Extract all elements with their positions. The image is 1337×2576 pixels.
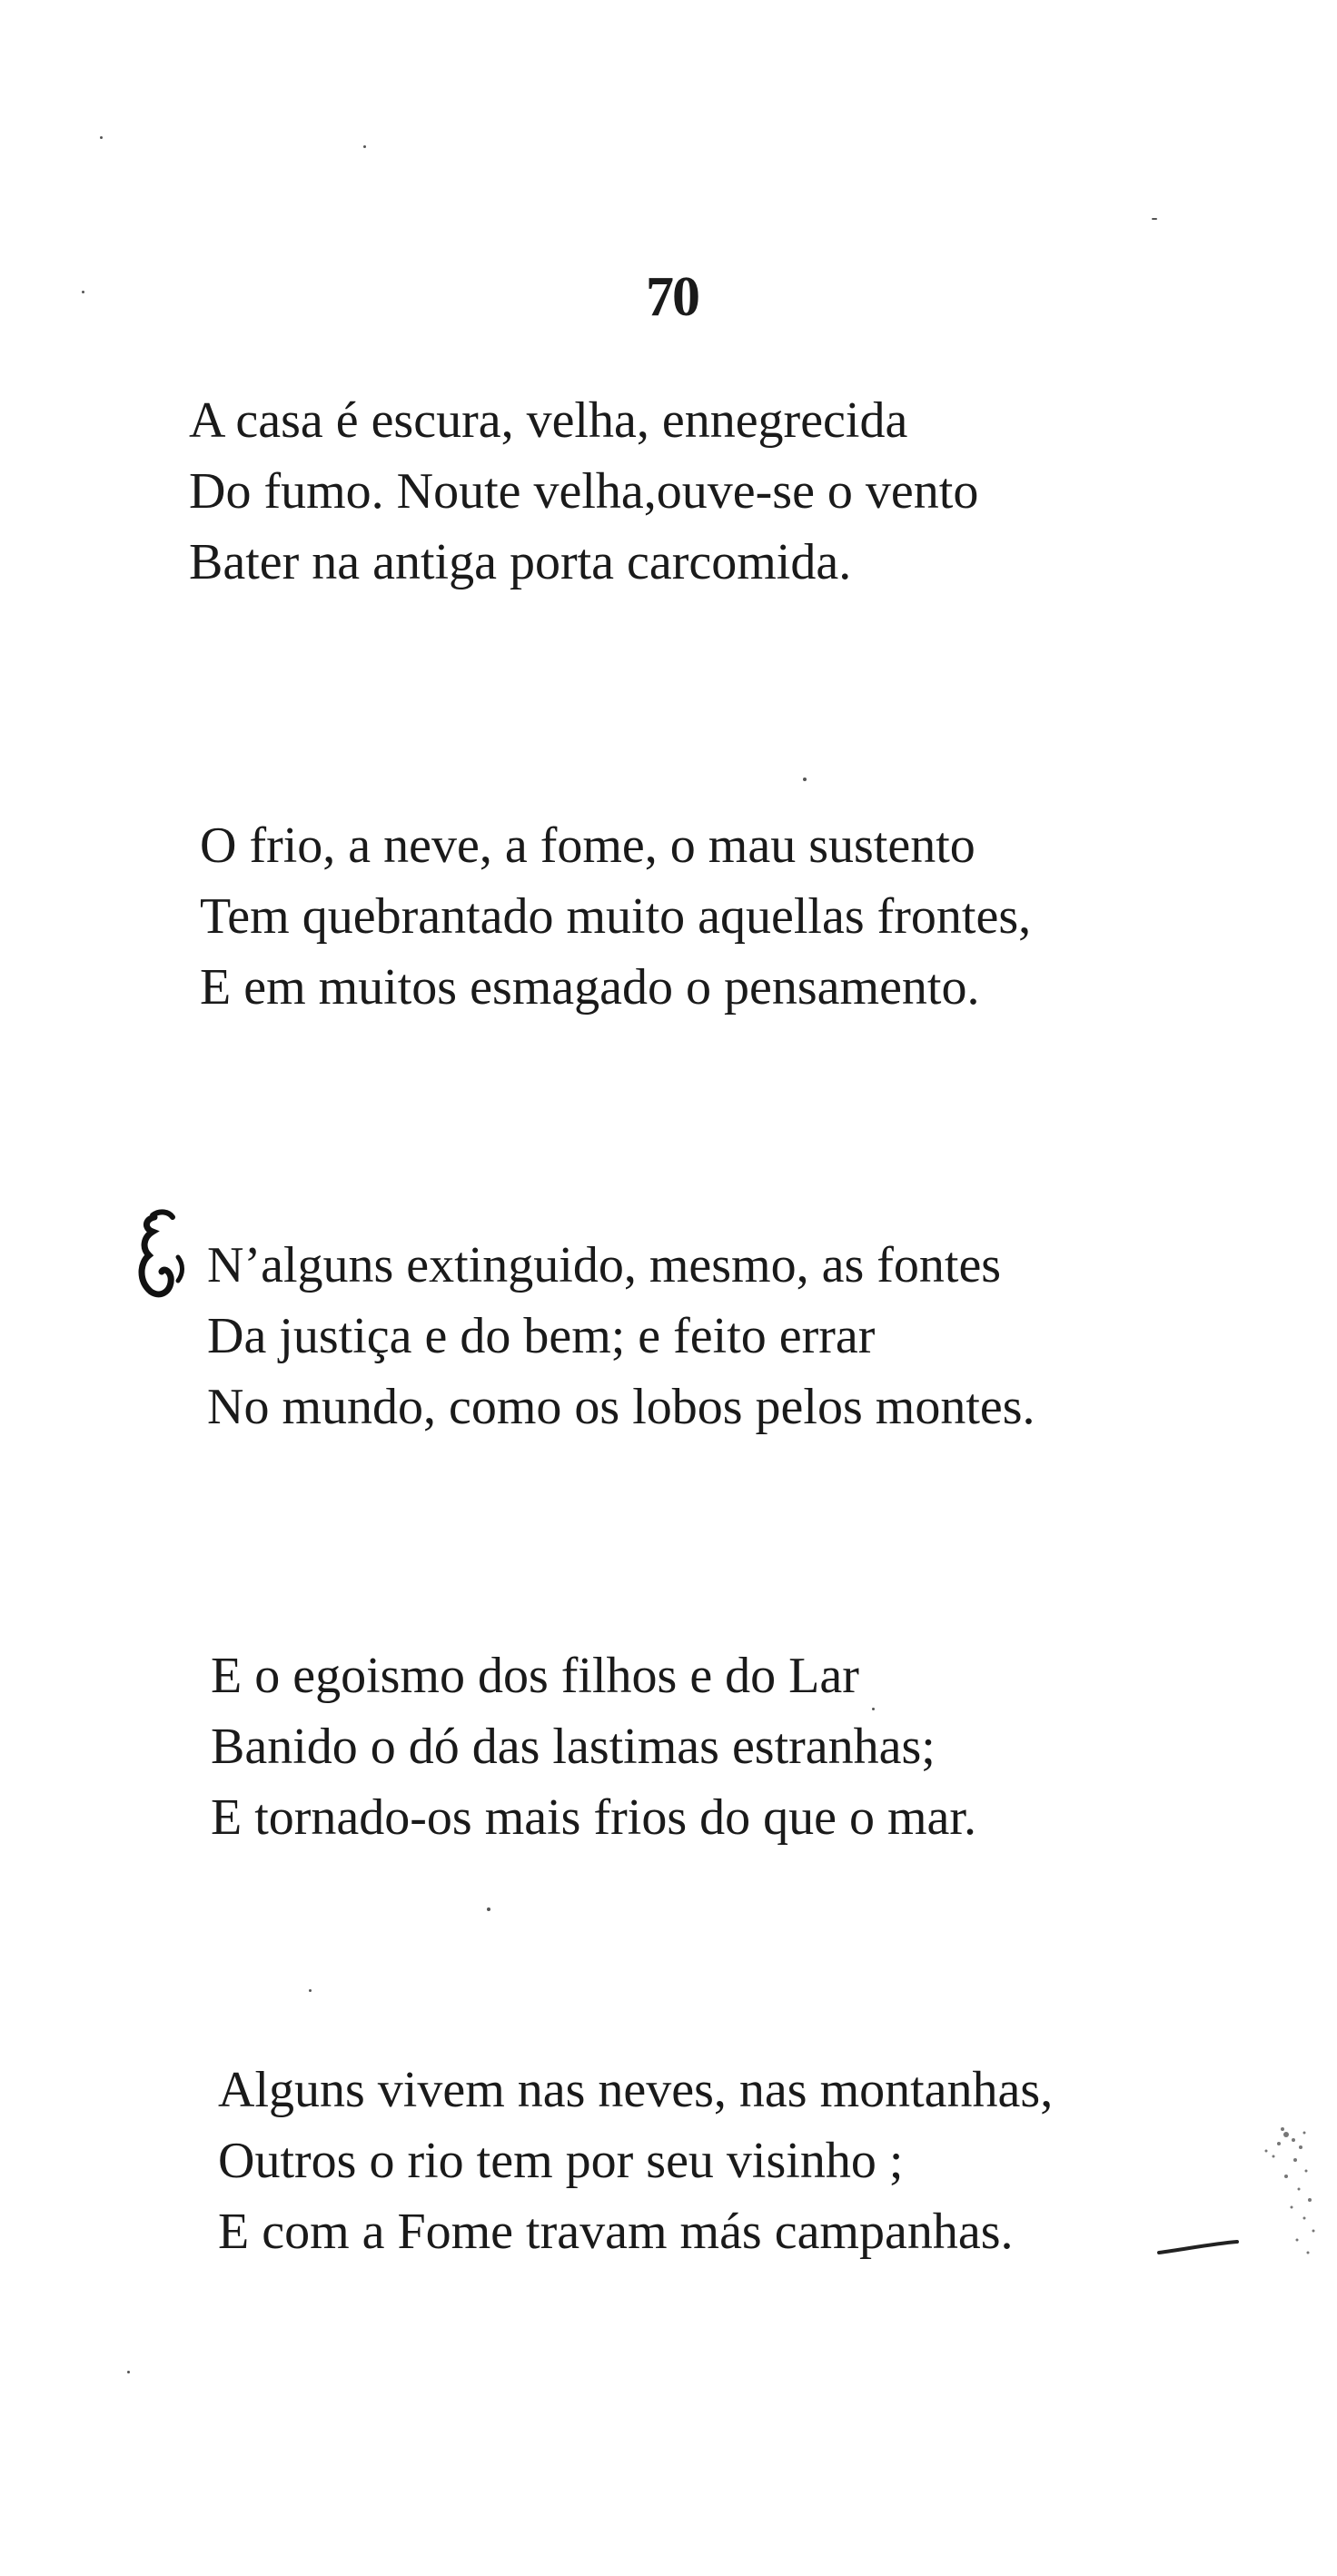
verse-line: A casa é escura, velha, ennegrecida [189, 392, 908, 449]
paper-speck [1152, 218, 1157, 220]
verse-line: E o egoismo dos filhos e do Lar [211, 1648, 859, 1704]
verse-line: Banido o dó das lastimas estranhas; [211, 1719, 936, 1775]
paper-speck [803, 778, 807, 781]
verse-line: Alguns vivem nas neves, nas montanhas, [218, 2062, 1054, 2118]
paper-speck [127, 2371, 130, 2373]
paper-speck [487, 1907, 490, 1911]
stanza-2 [200, 810, 1031, 1023]
paper-speck [100, 136, 103, 139]
verse-line: Bater na antiga porta carcomida. [189, 534, 852, 590]
page-number: 70 [646, 266, 698, 328]
stanza-5 [218, 2055, 1053, 2267]
verse-line: Da justiça e do bem; e feito errar [207, 1308, 876, 1364]
paper-speck [82, 291, 84, 293]
verse-line: E tornado-os mais frios do que o mar. [211, 1789, 976, 1846]
paper-speck [363, 145, 366, 148]
verse-line: E com a Fome travam más campanhas. [218, 2204, 1014, 2260]
paper-speck [872, 1708, 875, 1710]
verse-line: Outros o rio tem por seu visinho ; [218, 2133, 904, 2189]
verse-line: Tem quebrantado muito aquellas frontes, [200, 888, 1032, 945]
stanza-4 [211, 1640, 976, 1853]
verse-line: Do fumo. Noute velha,ouve-se o vento [189, 463, 979, 520]
ink-smudge [1150, 2116, 1322, 2280]
verse-line: E em muitos esmagado o pensamento. [200, 959, 980, 1016]
handwritten-margin-mark [138, 1208, 193, 1317]
verse-line: No mundo, como os lobos pelos montes. [207, 1379, 1035, 1435]
paper-speck [309, 1989, 312, 1992]
verse-line: O frio, a neve, a fome, o mau sustento [200, 817, 976, 874]
stanza-1 [189, 385, 978, 598]
verse-line: N’alguns extinguido, mesmo, as fontes [207, 1237, 1002, 1293]
stanza-3 [207, 1230, 1035, 1442]
